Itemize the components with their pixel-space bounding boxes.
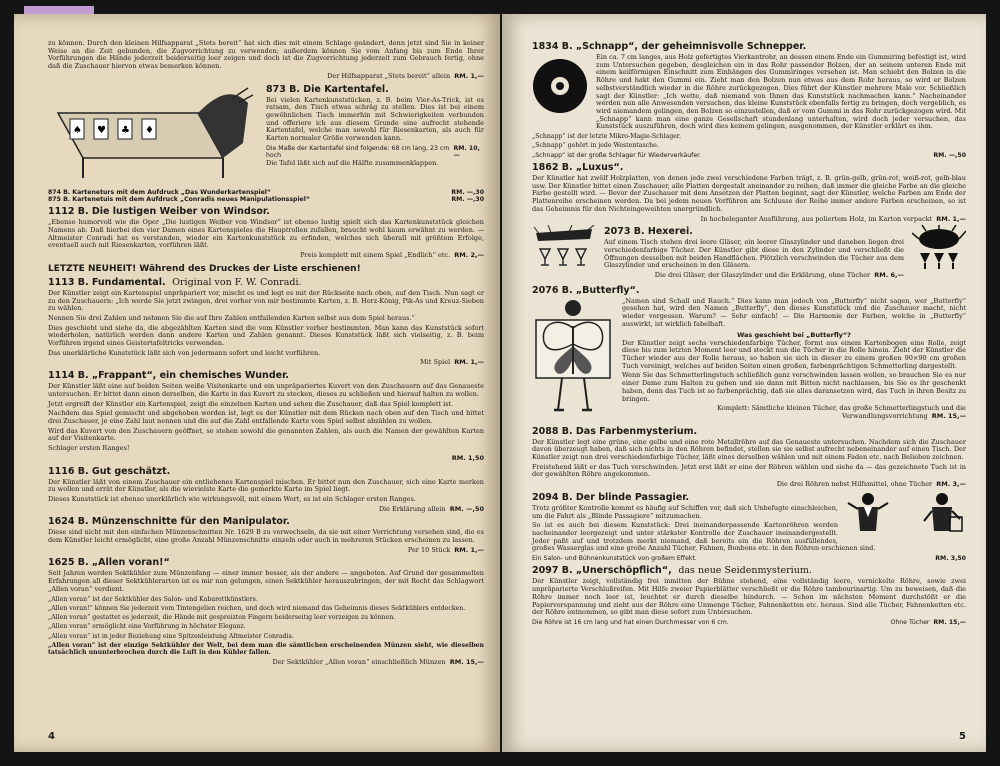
page-number-left: 4 — [48, 731, 55, 742]
item-2073-text: Auf einem Tisch stehen drei leere Gläser, ein leerer Glaszylinder und daneben liegen drei verschiedenfarbige Tücher. Der Künstler gibt diese in den Zylinder und verschließt die Öffnungen desselben mit beiden Handflächen. Plötzlich verschwinden die Tücher aus dem Glaszylinder und erscheinen in den Gläsern. — [604, 238, 904, 270]
item-873-text: Bei vielen Kartenkunststücken, z. B. beim Vier-As-Trick, ist es ratsam, den Tisch etwas schräg zu stellen. Dies ist bei einem gewöhnlichen Tisch immerhin mit Schwierigkeiten verbunden und offeriere ich aus diesem Grunde eine aufrecht stehende Kartentafel, welche man sowohl für Riesenkarten, als auch für Karten normaler Größe verwenden kann. — [266, 95, 484, 143]
item-1116-price: Die Erklärung allein RM. —,50 — [378, 504, 484, 513]
item-1625-b4: „Allen voran“ ermöglicht eine Vorführung in höchster Eleganz. — [48, 623, 246, 631]
item-2076-question: Was geschieht bei „Butterfly“? — [737, 330, 851, 339]
item-1113-title: 1113 B. Fundamental. Original von F. W. Conradi. — [48, 276, 302, 288]
intro-text: zu können. Durch den kleinen Hilfsapparat „Stets bereit“ hat sich dies mit einem Schlage geändert, denn jetzt sind Sie in keiner Weise an die Zeit gebunden, die Zugvorrichtung zu verwenden; außerdem können Sie vom Anfang bis zum Ende Ihrer Vorführungen die Hände jederzeit beiderseitig leer zeigen und doch ist die Zugvorrichtung jederzeit zum Gebrauch fertig, ohne daß die Zuschauer hiervon etwas bemerken können. — [48, 39, 484, 71]
item-1625-b3: „Allen voran“ gestattet es jederzeit, die Hände mit gespreizten Fingern beiderseitig leer vorzeigen zu können. — [48, 614, 396, 622]
etui-875: 875 B. Kartenetuis mit dem Aufdruck „Conradis neues Manipulationsspiel“ RM. —,30 — [48, 195, 484, 203]
item-1862-title: 1862 B. „Luxus“. — [532, 162, 624, 174]
item-1114-price: RM. 1,50 — [451, 453, 484, 462]
item-2073-price: Die drei Gläser, der Glaszylinder und die Erklärung, ohne Tücher RM. 6,— — [654, 271, 904, 280]
latest-news-notice: LETZTE NEUHEIT! Während des Druckes der Liste erschienen! — [48, 263, 361, 274]
item-1624-text: Diese sind nicht mit den einfachen Münzenschnitten Nr. 1629 B zu verwechseln, da sie mit einer Vorrichtung versehen sind, die es dem Künstler leicht ermöglicht, eine große Anzahl Münzenschnitte einzeln oder auch in mehreren Stücken erscheinen zu lassen. — [48, 528, 484, 545]
item-1113-text3: Dies geschieht und siehe da, die abgezählten Karten sind die vom Künstler vorher bestimmten. Man kann das Kunststück sofort wiederholen, natürlich werden dann andere Karten und Zahlen genannt. Dieses Kunststück läßt sich vielseitig, z. B. beim Vorführen irgend eines Geistertafeltricks verwenden. — [48, 323, 484, 348]
kartentafel-illustration — [48, 83, 258, 187]
item-1112-price: Preis komplett mit einem Spiel „Endlich“ etc. RM. 2,— — [300, 251, 484, 260]
svg-text:♣: ♣ — [121, 124, 130, 136]
item-1113-text1: Der Künstler zeigt ein Kartenspiel unpräpariert vor, mischt es und legt es mit der Rückseite nach oben, auf den Tisch. Nun sagt er zu den Zuschauern: „Ich werde Sie jetzt zwingen, drei vorher von mir bestimmte Karten, z. B. Herz-König, Pik-As und Kreuz-Sieben zu wählen. — [48, 288, 484, 313]
item-1625-b2: „Allen voran!“ können Sie jederzeit vom Tintengelien reichen, und doch wird niemand das Geheimnis dieses Sektkühlers entdecken. — [48, 604, 466, 612]
item-1625-b1: „Allen voran“ ist der Sektkühler des Salon- und Kabarettkünstlers. — [48, 595, 258, 603]
item-1114-text2: Jetzt ergreift der Künstler ein Kartenspiel, zeigt die einzelnen Karten und sehen die Zuschauer, daß das Spiel komplett ist. — [48, 399, 454, 408]
svg-text:♠: ♠ — [73, 124, 82, 136]
item-1834-b2: „Schnapp“ gehört in jede Westentasche. — [532, 142, 659, 150]
item-1834-text: Ein ca. 7 cm langes, aus Holz gefertigtes Vierkantrohr, an dessen einem Ende ein Gummiring befestigt ist, wird zum Untersuchen gegeben, desgleichen ein in das Rohr passender Bolzen, der an seinem unteren Ende mit einem keilförmigen Einschnitt zum Einhängen des Gummiringes versehen ist. Man schiebt den Bolzen in die Röhre und hakt den Gummi ein. Zieht man den Bolzen nun etwas aus dem Rohr heraus, so wird er Bolzen selbstverständlich wieder in die Röhre zurückgezogen. Dies führt der Künstler mehrere Male vor. Schließlich sagt der Künstler: „Ich wette, daß niemand von Ihnen das Kunststück nachmachen kann.“ Nacheinander werden nun alle Anwesenden versuchen, das kleine Kunststück ebenfalls fertig zu bringen, doch vergeblich, es wird niemandem gelingen, den Bolzen so einzustellen, daß er vom Gummi in das Rohr zurückgezogen wird. Mit „Schnapp“ kann man eine ganze Gesellschaft stundenlang unterhalten, wird doch jeder versuchen, das Kunststück auszuführen, doch wird dies keinem gelingen, ausgenommen, der Künstler erklärt es ihm. — [596, 53, 966, 131]
item-1113-price: Mit Spiel RM. 1,— — [420, 358, 484, 367]
item-1862-text: Der Künstler hat zwölf Holzplatten, von denen jede zwei verschiedene Farben trägt, z. B. grün-gelb, grün-rot, weiß-rot, gelb-blau usw. Der Künstler bittet einen Zuschauer, alle Platten dergestalt aneinander zu reihen, daß immer die gleiche Farbe an die gleiche Farbe gestellt wird. — Bevor der Zuschauer mit dem Ansetzen der Platten beginnt, sagt der Künstler, welche Farben am Ende der Plattenreihe erscheinen werden. Da bei jedem neuen Vorführen am Schlusse der Reihe immer andere Farben erscheinen, so ist das Geheimnis für den Nichteingeweihten unergründlich. — [532, 174, 966, 213]
item-1114-text1: Der Künstler läßt eine auf beiden Seiten weiße Visitenkarte und ein unpräpariertes Kuvert von den Zuschauern auf das Genaueste untersuchen. Er bittet dann einen derselben, die Karte in das Kuvert zu stecken, dieses zu schließen und hierauf halten zu wollen. — [48, 382, 484, 398]
item-1625-price: Der Sektkühler „Allen voran“ einschließlich Münzen RM. 15,— — [272, 657, 484, 666]
item-2094-text3-row: Ein Salon- und Bühnenkunststück von großem Effekt. RM. 3,50 — [532, 555, 966, 563]
item-2097-text: Der Künstler zeigt, vollständig frei inmitten der Bühne stehend, eine vollständig leere, vernickelte Röhre, sowie zwei unpräparierte Verschlußreifen. Mit Hilfe zweier Papierblätter verschließt er die Röhre tambourinartig. Um zu beweisen, daß die Röhre immer noch leer ist, leuchtet er durch dieselbe hindurch. — Schon im nächsten Moment durchstößt er die Papierverspannung und zieht aus der Röhre eine Unmenge Tücher, Fahnenketten etc. heraus. Sind alle Tücher, Fahnenketten etc. der Röhre entnommen, so gibt man diese sofort zum Untersuchen. — [532, 577, 966, 617]
item-2076-price: Komplett: Sämtliche kleinen Tücher, das große Schmetterlingstuch und die Verwandlungsvorrichtung RM. 15,— — [717, 404, 966, 420]
item-2088-title: 2088 B. Das Farbenmysterium. — [532, 425, 698, 437]
item-873-dims: Die Maße der Kartentafel sind folgende: 68 cm lang, 23 cm hoch RM. 10,— — [266, 144, 480, 160]
item-1112-title: 1112 B. Die lustigen Weiber von Windsor. — [48, 206, 270, 218]
item-1862-price: In hocheleganter Ausführung, aus poliertem Holz, im Karton verpackt RM. 1,— — [700, 214, 966, 223]
item-2088-text1: Der Künstler legt eine grüne, eine gelbe und eine rote Metallröhre auf das Genaueste untersuchen. Nachdem sich die Zuschauer davon überzeugt haben, daß sich nichts in den Röhren befindet, stellen sie sie selbst aufrecht nebeneinander auf einen Tisch. Der Künstler zeigt nun drei verschiedenfarbige Tücher, läßt eines derselben wählen und mit einem Faden etc. nach Belieben zeichnen. — [532, 437, 966, 462]
item-1834-b3-row: „Schnapp“ ist der große Schlager für Wiederverkäufer. RM. —,50 — [532, 151, 966, 159]
item-2094-title: 2094 B. Der blinde Passagier. — [532, 491, 690, 503]
item-2076-text1: Der Künstler zeigt sechs verschiedenfarbige Tücher, formt aus einem Kartenbogen eine Rolle, zeigt diese bis zum letzten Moment leer und steckt nun die Tücher in die Rolle hinein. Zieht der Künstler die Tücher wieder aus der Rolle heraus, so haben sie sich in dieser zu einem großen 90×90 cm großen Tuch vereinigt, welches auf beiden Seiten einen großen, farbenprächtigen Schmetterling dargestellt. — [622, 338, 966, 370]
item-2097-dims-row: Die Röhre ist 16 cm lang und hat einen Durchmesser von 6 cm. Ohne Tücher RM. 15,— — [532, 618, 966, 626]
item-1624-title: 1624 B. Münzenschnitte für den Manipulator. — [48, 516, 290, 528]
hexerei-right-illustration — [912, 225, 966, 277]
svg-text:♦: ♦ — [145, 124, 154, 136]
item-2076-title: 2076 B. „Butterfly“. — [532, 284, 640, 296]
item-1114-title: 1114 B. „Frappant“, ein chemisches Wunder. — [48, 370, 290, 382]
item-1624-price: Per 10 Stück RM. 1,— — [407, 545, 484, 554]
item-1113-text2: Nennen Sie drei Zahlen und nehmen Sie die auf Ihre Zahlen entfallenden Karten selbst aus dem Spiel heraus.“ — [48, 313, 415, 322]
item-2094-text1: Trotz größter Kontrolle kommt es häufig auf Schiffen vor, daß sich Unbefugte einschleichen, um die Fahrt als „Blinde Passagiere“ mitzumachen. — [532, 503, 838, 520]
item-1625-b5: „Allen voran“ ist in jeder Beziehung eine Spitzenleistung Altmeister Conradis. — [48, 632, 294, 640]
item-1834-title: 1834 B. „Schnapp“, der geheimnisvolle Schnepper. — [532, 41, 807, 52]
item-1116-text2: Dieses Kunststück ist ebenso unerklärlich wie wirkungsvoll, mit einem Wort, es ist ein Schlager ersten Ranges. — [48, 494, 416, 503]
item-873-title: 873 B. Die Kartentafel. — [266, 83, 389, 95]
item-1625-title: 1625 B. „Allen voran!“ — [48, 557, 170, 569]
item-1114-text3: Nachdem das Spiel gemischt und abgehoben worden ist, legt es der Künstler mit dem Rücken nach oben auf den Tisch und bittet drei Zuschauer, je eine Zahl laut nennen und die auf die Zahl entfallende Karte vom Spiel selbst abzählen zu wollen. — [48, 409, 484, 425]
intro-price: Der Hilfsapparat „Stets bereit“ allein RM. 1,— — [327, 71, 484, 80]
page-number-right: 5 — [959, 731, 966, 742]
item-2097-title: 2097 B. „Unerschöpflich“, das neue Seidenmysterium. — [532, 565, 812, 577]
schnapp-illustration — [532, 54, 588, 122]
hexerei-left-illustration — [532, 225, 596, 273]
item-2073-title: 2073 B. Hexerei. — [604, 226, 693, 238]
item-1113-text4: Das unerklärliche Kunststück läßt sich von jedermann sofort und leicht vorführen. — [48, 348, 321, 357]
item-1116-text1: Der Künstler läßt von einem Zuschauer ein entliehenes Kartenspiel mischen. Er bittet nun den Zuschauer, sich eine Karte merken zu wollen und errät der Künstler, als die wievielste Karte die gemerkte Karte im Spiel liegt. — [48, 477, 484, 494]
etui-874: 874 B. Karteneturs mit dem Aufdruck „Das Wunderkartenspiel“ RM. —,30 — [48, 188, 484, 196]
butterfly-illustration — [532, 298, 614, 420]
item-1114-text5: Schlager ersten Ranges! — [48, 444, 130, 453]
left-page — [14, 14, 500, 752]
passenger-illustration — [846, 491, 966, 541]
svg-text:♥: ♥ — [97, 124, 106, 136]
item-2076-quote: „Namen sind Schall und Rauch.“ Dies kann man jedoch von „Butterfly“ nicht sagen, wer „Butterfly“ gesehen hat, wird den Namen „Butterfly“, den dieses Kunststück und die Zuschauer macht, nicht wieder vergessen. Warum? — Sehr einfach! — Die Harmonie der Farben, welche in „Butterfly“ auswirkt, ist wirklich fabelhaft. — [622, 296, 966, 328]
item-1834-b1: „Schnapp“ ist der letzte Mikro-Magie-Schlager. — [532, 133, 682, 141]
item-2094-text2: So ist es auch bei diesem Kunststück: Drei ineinanderpassende Kartonröhren werden nacheinander leergezeigt und unter stärkster Kontrolle der Zuschauer ineinandergestellt. Jeder paßt auf und trotzdem merkt niemand, daß bereits ein die Röhren ausfüllendes, großes Wasserglas und eine große Anzahl Tücher, Fahnen, Bonbons etc. in den Röhren erschienen sind. — [532, 521, 876, 553]
item-1112-text: „Ebenso humorvoll wie die Oper „Die lustigen Weiber von Windsor“ ist ebenso lustig spielt sich das Kartenkunststück gleichen Namens ab. Daß hierbei den vier Damen eines Kartenspieles die Hauptrollen zufallen, braucht wohl kaum erwähnt zu werden. — Altmeister Conradi hat es verstanden, wieder ein Kartenkunststück zu erfinden, welches sich überall mit größtem Erfolge, eventuell auch mit Riesenkarten, vorführen läßt. — [48, 218, 484, 250]
item-1114-text4: Wird das Kuvert von den Zuschauern geöffnet, so stehen sowohl die genannten Zahlen, als auch die Namen der gewählten Karten auf der Visitenkarte. — [48, 426, 484, 443]
right-page — [502, 14, 986, 752]
item-2088-price: Die drei Röhren nebst Hilfsmittel, ohne Tücher RM. 3,— — [776, 480, 966, 489]
item-2088-text2: Freistehend läßt er das Tuch verschwinden. Jetzt erst läßt er eine der Röhren wählen und siehe da — das gezeichnete Tuch ist in der gewählten Röhre angekommen. — [532, 462, 966, 479]
item-1116-title: 1116 B. Gut geschätzt. — [48, 465, 171, 477]
item-1625-b6: „Allen voran“ ist der einzige Sektkühler der Welt, bei dem man die sämtlichen erscheinenden Münzen sieht, wie dieselben tatsächlich ununterbrochen durch die Luft in den Kühler fallen. — [48, 642, 484, 657]
item-1625-text1: Seit Jahren werden Sektkühler zum Münzenfang — einer immer besser, als der andere — angeboten. Auf Grund der gesammelten Erfahrungen all dieser Sektkühlerarten ist es mir nun gelungen, einen Sektkühler herauszubringen, der mit Recht das Schlagwort „Allen voran“ verdient. — [48, 569, 484, 593]
item-2076-text2: Wenn Sie das Schmetterlingstuch schließlich ganz verschwinden lassen wollen, so brauchen Sie es nur einer Dame zum Halten zu geben und sie dann mit Bitten nicht nachlassen, bis Sie es ihr geschenkt haben, denn das Tuch ist so farbenprächtig, daß sie alles daransetzen wird, das Tuch in ihren Besitz zu bringen. — [622, 371, 966, 403]
item-873-half: Die Tafel läßt sich auf die Hälfte zusammenklappen. — [266, 158, 439, 167]
